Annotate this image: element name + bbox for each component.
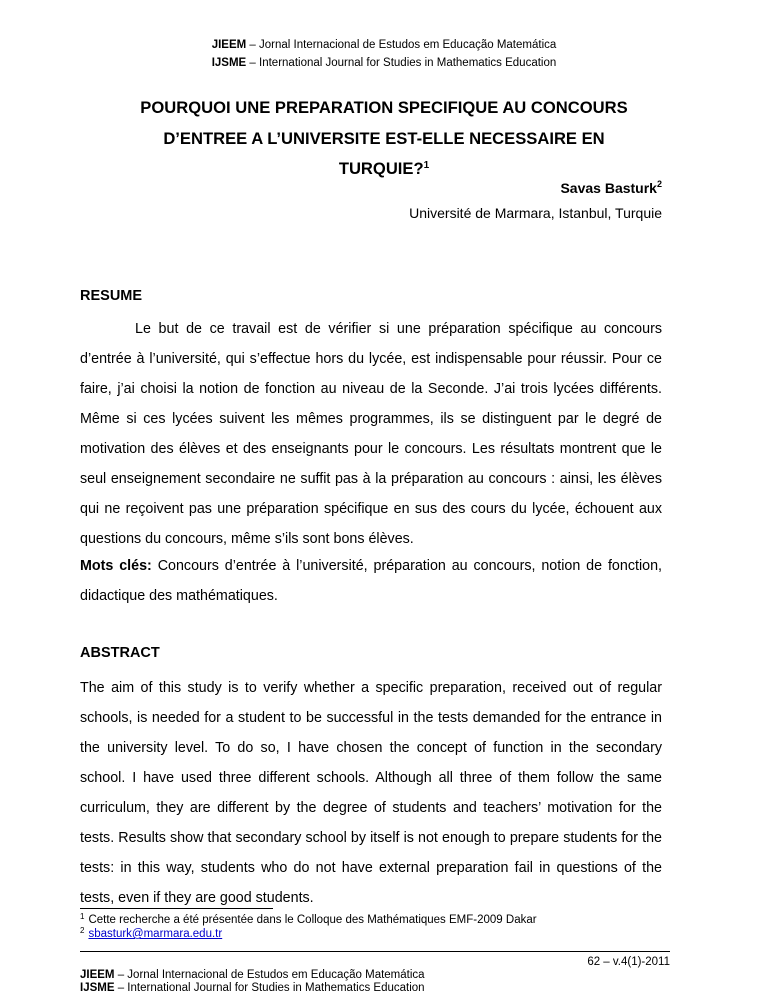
- resume-heading: RESUME: [80, 288, 143, 304]
- resume-paragraph: Le but de ce travail est de vérifier si une préparation spécifique au concours d’entrée à l’université, qui s’effectue hors du lycée, est indispensable pour réussir. Pour ce faire, j’ai choisi la notion de fonction au niveau de la Seconde. J’ai trois lycées différents. Même si ces lycées suivent les mêmes programmes, ils se distinguent par le degré de motivation des élèves et des enseignants pour le concours. Les résultats montrent que le seul enseignement secondaire ne suffit pas à la préparation au concours : ainsi, les élèves qui ne reçoivent pas une préparation spécifique en sus des cours du lycée, échouent aux questions du concours, même s’ils sont bons élèves.: [80, 321, 662, 547]
- author-email-link[interactable]: sbasturk@marmara.edu.tr: [88, 928, 223, 940]
- abstract-heading: ABSTRACT: [80, 645, 160, 661]
- author-affiliation: Université de Marmara, Istanbul, Turquie: [409, 205, 662, 221]
- title-line-1: POURQUOI UNE PREPARATION SPECIFIQUE AU CONCOURS: [140, 98, 628, 117]
- author-footnote-mark[interactable]: 2: [656, 179, 662, 189]
- footnote-1: [80, 913, 537, 927]
- author-name: [560, 180, 662, 197]
- footnote-separator: [80, 908, 273, 909]
- footnote-2: [80, 927, 222, 941]
- footer-journal-en: [80, 981, 425, 995]
- keywords-paragraph: [80, 551, 662, 611]
- footer-journal-pt: [80, 968, 425, 982]
- journal-name-en: – International Journal for Studies in Mathematics Education: [246, 57, 557, 69]
- footer-acronym-en: IJSME: [80, 982, 115, 994]
- keywords-label: Mots clés:: [80, 558, 152, 574]
- journal-name-pt: – Jornal Internacional de Estudos em Educação Matemática: [246, 39, 557, 51]
- page-number: 62 – v.4(1)-2011: [587, 956, 670, 968]
- journal-acronym-en: IJSME: [211, 57, 247, 69]
- footnote-1-text: Cette recherche a été présentée dans le Colloque des Mathématiques EMF-2009 Dakar: [88, 914, 537, 926]
- author-name-text: Savas Basturk: [560, 180, 657, 196]
- title-line-3-text: TURQUIE?: [338, 159, 424, 178]
- footer-separator: [80, 951, 670, 952]
- footer-acronym-pt: JIEEM: [80, 969, 115, 981]
- abstract-paragraph: The aim of this study is to verify whether a specific preparation, received out of regular schools, is needed for a student to be successful in the tests demanded for the entrance in the university level. To do so, I have chosen the concept of function in the secondary school. I have used three different schools. Although all three of them follow the same curriculum, they are different by the degree of students and teachers’ motivation for the tests. Results show that secondary school by itself is not enough to prepare students for the tests: in this way, students who do not have external preparation fail in questions of the tests, even if they are good students.: [80, 680, 662, 906]
- running-header-journal-en: [0, 55, 768, 72]
- footer-name-en: – International Journal for Studies in Mathematics Education: [114, 982, 425, 994]
- article-title: [110, 93, 658, 185]
- keywords-list: Concours d’entrée à l’université, préparation au concours, notion de fonction, didactique des mathématiques.: [80, 558, 663, 604]
- footer-name-pt: – Jornal Internacional de Estudos em Educação Matemática: [114, 969, 425, 981]
- title-footnote-mark[interactable]: 1: [423, 160, 430, 171]
- footnote-1-mark: 1: [80, 912, 85, 921]
- journal-acronym-pt: JIEEM: [211, 39, 247, 51]
- title-line-2: D’ENTREE A L’UNIVERSITE EST-ELLE NECESSAIRE EN: [163, 128, 605, 148]
- footnote-2-mark: 2: [80, 926, 85, 935]
- running-header-journal-pt: [0, 37, 768, 54]
